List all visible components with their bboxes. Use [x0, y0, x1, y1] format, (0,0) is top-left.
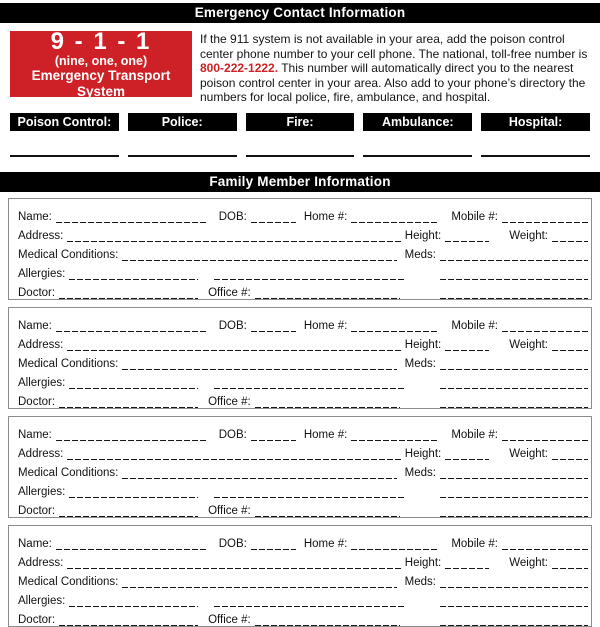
- allergies-label: Allergies:: [18, 486, 66, 498]
- doctor-blank: [59, 505, 198, 517]
- height-blank: [445, 230, 489, 242]
- office-phone-blank: [255, 614, 400, 626]
- family-header-bar: [0, 172, 600, 192]
- address-blank: [67, 448, 400, 460]
- name-label: Name:: [18, 429, 52, 441]
- home-phone-label: Home #:: [303, 211, 348, 223]
- name-blank: [56, 211, 207, 223]
- emergency-header-bar: [0, 3, 600, 23]
- poison-control-blank: [10, 155, 119, 157]
- 911-number-text: 9 - 1 - 1: [50, 27, 152, 55]
- doctor-blank: [59, 396, 198, 408]
- weight-blank: [552, 448, 588, 460]
- member-row-medical: [18, 243, 588, 262]
- address-blank: [67, 557, 400, 569]
- mobile-phone-label: Mobile #:: [451, 538, 498, 550]
- weight-blank: [552, 339, 588, 351]
- hospital-blank: [481, 155, 590, 157]
- member-row-address: [18, 551, 588, 570]
- weight-label: Weight:: [509, 230, 548, 242]
- meds-blank: [440, 576, 588, 588]
- height-label: Height:: [404, 339, 442, 351]
- address-label: Address:: [18, 339, 64, 351]
- name-blank: [56, 320, 207, 332]
- allergies-blank: [69, 595, 198, 607]
- height-blank: [445, 448, 489, 460]
- address-blank: [67, 230, 400, 242]
- member-row-doctor: [18, 499, 588, 518]
- name-label: Name:: [18, 538, 52, 550]
- home-phone-label: Home #:: [303, 429, 348, 441]
- meds-label: Meds:: [404, 249, 436, 261]
- dob-blank: [251, 538, 296, 550]
- office-phone-label: Office #:: [208, 505, 251, 517]
- height-label: Height:: [404, 448, 442, 460]
- poison-control-phone-number: 800-222-1222.: [200, 61, 279, 76]
- meds-blank: [440, 467, 588, 479]
- emergency-contacts-row: [10, 113, 590, 131]
- 911-phonetic-text: (nine, one, one): [54, 53, 148, 68]
- member-row-address: [18, 224, 588, 243]
- family-member-card: [8, 416, 592, 518]
- address-label: Address:: [18, 230, 64, 242]
- contact-label-poison-control: Poison Control:: [10, 113, 119, 131]
- home-phone-label: Home #:: [303, 320, 348, 332]
- meds-continuation-blank-2: [440, 287, 588, 299]
- dob-label: DOB:: [218, 211, 247, 223]
- emergency-contact-form: [0, 3, 600, 626]
- medical-conditions-blank: [122, 249, 396, 261]
- mobile-phone-label: Mobile #:: [451, 320, 498, 332]
- member-row-name: [18, 314, 588, 333]
- meds-continuation-blank-2: [440, 505, 588, 517]
- contact-label-fire: Fire:: [246, 113, 355, 131]
- address-label: Address:: [18, 557, 64, 569]
- name-label: Name:: [18, 320, 52, 332]
- allergies-label: Allergies:: [18, 377, 66, 389]
- mobile-phone-blank: [502, 211, 588, 223]
- 911-system-label: Emergency Transport System: [31, 67, 171, 99]
- medical-conditions-label: Medical Conditions:: [18, 467, 119, 479]
- doctor-blank: [59, 614, 198, 626]
- member-row-allergies: [18, 589, 588, 608]
- intro-text-before: If the 911 system is not available in your area, add the poison control center phone number to your cell phone. The national, toll-free number is: [200, 32, 588, 61]
- dob-label: DOB:: [218, 320, 247, 332]
- allergies-continuation-blank: [214, 268, 404, 280]
- name-blank: [56, 429, 207, 441]
- member-row-doctor: [18, 608, 588, 627]
- office-phone-blank: [255, 396, 400, 408]
- allergies-continuation-blank: [214, 595, 404, 607]
- weight-label: Weight:: [509, 557, 548, 569]
- name-blank: [56, 538, 207, 550]
- doctor-label: Doctor:: [18, 505, 56, 517]
- dob-label: DOB:: [218, 538, 247, 550]
- family-member-card: [8, 307, 592, 409]
- family-member-card: [8, 198, 592, 300]
- office-phone-label: Office #:: [208, 287, 251, 299]
- allergies-blank: [69, 377, 198, 389]
- meds-blank: [440, 358, 588, 370]
- medical-conditions-blank: [122, 576, 396, 588]
- member-row-doctor: [18, 390, 588, 409]
- dob-blank: [251, 211, 296, 223]
- meds-label: Meds:: [404, 576, 436, 588]
- address-label: Address:: [18, 448, 64, 460]
- member-row-doctor: [18, 281, 588, 300]
- member-row-medical: [18, 352, 588, 371]
- meds-label: Meds:: [404, 358, 436, 370]
- weight-label: Weight:: [509, 339, 548, 351]
- home-phone-label: Home #:: [303, 538, 348, 550]
- office-phone-blank: [255, 505, 400, 517]
- dob-blank: [251, 320, 296, 332]
- dob-blank: [251, 429, 296, 441]
- member-row-name: [18, 532, 588, 551]
- mobile-phone-blank: [502, 538, 588, 550]
- member-row-allergies: [18, 262, 588, 281]
- allergies-blank: [69, 486, 198, 498]
- weight-blank: [552, 230, 588, 242]
- meds-continuation-blank-1: [440, 595, 588, 607]
- contact-label-police: Police:: [128, 113, 237, 131]
- allergies-label: Allergies:: [18, 268, 66, 280]
- police-blank: [128, 155, 237, 157]
- intro-text-after: This number will automatically direct you to the nearest poison control center in your area. Also add to your phone’s directory the numbers for local police, fire, ambulance, and hospital.: [200, 61, 586, 105]
- member-row-allergies: [18, 371, 588, 390]
- allergies-blank: [69, 268, 198, 280]
- 911-emergency-box: [10, 27, 192, 99]
- mobile-phone-label: Mobile #:: [451, 429, 498, 441]
- header-section: [10, 27, 590, 105]
- medical-conditions-label: Medical Conditions:: [18, 249, 119, 261]
- medical-conditions-label: Medical Conditions:: [18, 576, 119, 588]
- allergies-continuation-blank: [214, 377, 404, 389]
- doctor-label: Doctor:: [18, 396, 56, 408]
- meds-continuation-blank-1: [440, 486, 588, 498]
- emergency-contacts-blanks-row: [10, 155, 590, 157]
- home-phone-blank: [351, 320, 437, 332]
- doctor-label: Doctor:: [18, 614, 56, 626]
- member-row-medical: [18, 570, 588, 589]
- height-blank: [445, 557, 489, 569]
- address-blank: [67, 339, 400, 351]
- member-row-allergies: [18, 480, 588, 499]
- home-phone-blank: [351, 211, 437, 223]
- office-phone-blank: [255, 287, 400, 299]
- intro-paragraph: [200, 31, 590, 105]
- mobile-phone-label: Mobile #:: [451, 211, 498, 223]
- home-phone-blank: [351, 429, 437, 441]
- contact-label-ambulance: Ambulance:: [363, 113, 472, 131]
- family-header-title: Family Member Information: [209, 174, 391, 189]
- meds-blank: [440, 249, 588, 261]
- medical-conditions-blank: [122, 467, 396, 479]
- office-phone-label: Office #:: [208, 396, 251, 408]
- office-phone-label: Office #:: [208, 614, 251, 626]
- dob-label: DOB:: [218, 429, 247, 441]
- member-row-address: [18, 442, 588, 461]
- medical-conditions-label: Medical Conditions:: [18, 358, 119, 370]
- mobile-phone-blank: [502, 320, 588, 332]
- member-row-name: [18, 423, 588, 442]
- height-label: Height:: [404, 230, 442, 242]
- weight-blank: [552, 557, 588, 569]
- home-phone-blank: [351, 538, 437, 550]
- medical-conditions-blank: [122, 358, 396, 370]
- allergies-continuation-blank: [214, 486, 404, 498]
- member-row-address: [18, 333, 588, 352]
- family-members-section: [8, 198, 592, 627]
- allergies-label: Allergies:: [18, 595, 66, 607]
- member-row-medical: [18, 461, 588, 480]
- meds-continuation-blank-2: [440, 614, 588, 626]
- meds-continuation-blank-1: [440, 377, 588, 389]
- meds-continuation-blank-2: [440, 396, 588, 408]
- member-row-name: [18, 205, 588, 224]
- mobile-phone-blank: [502, 429, 588, 441]
- emergency-header-title: Emergency Contact Information: [194, 5, 406, 20]
- meds-continuation-blank-1: [440, 268, 588, 280]
- meds-label: Meds:: [404, 467, 436, 479]
- doctor-blank: [59, 287, 198, 299]
- height-label: Height:: [404, 557, 442, 569]
- name-label: Name:: [18, 211, 52, 223]
- fire-blank: [246, 155, 355, 157]
- height-blank: [445, 339, 489, 351]
- contact-label-hospital: Hospital:: [481, 113, 590, 131]
- doctor-label: Doctor:: [18, 287, 56, 299]
- weight-label: Weight:: [509, 448, 548, 460]
- family-member-card: [8, 525, 592, 627]
- ambulance-blank: [363, 155, 472, 157]
